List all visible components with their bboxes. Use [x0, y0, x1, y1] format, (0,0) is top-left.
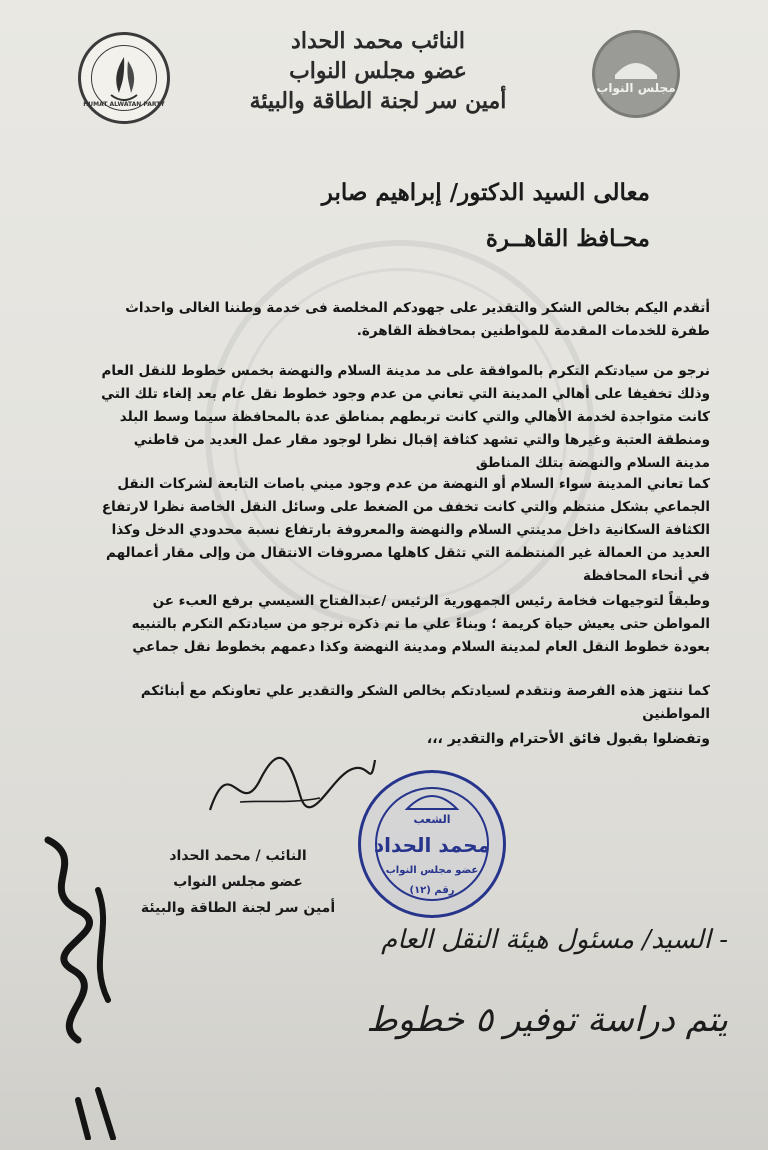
party-logo: [78, 32, 170, 124]
signature-committee: أمين سر لجنة الطاقة والبيئة: [140, 900, 336, 916]
recipient-title: محـافظ القاهــرة: [485, 225, 650, 252]
recipient-block: [110, 170, 650, 262]
party-logo-text: HUMAT ALWATAN PARTY: [83, 101, 165, 108]
signature-scribble: [200, 740, 380, 830]
paragraph-intro: أتقدم اليكم بخالص الشكر والتقدير على جهودكم المخلصة فى خدمة وطننا الغالى واحداث طفرة للخدمات المقدمة للمواطنين بمحافظة القاهرة.: [125, 300, 710, 339]
paragraph-directives: وطبقاً لتوجيهات فخامة رئيس الجمهورية الرئيس /عبدالفتاح السيسي برفع العبء عن المواطن حتى يعيش حياة كريمة ؛ وبناءً علي ما تم ذكره نرجو من سيادتكم التكرم بالتنبيه بعودة خطوط النقل العام لمدينة السلام ومدينة النهضة وكذا دعمهم بخطوط نقل جماعي: [131, 593, 710, 655]
margin-scribble: [18, 820, 128, 1140]
stamp-top-text: الشعب: [413, 813, 451, 826]
recipient-name: معالى السيد الدكتور/ إبراهيم صابر: [321, 179, 650, 206]
paragraph-minibus: كما تعاني المدينة سواء السلام أو النهضة من عدم وجود ميني باصات التابعة لشركات النقل الجماعي بشكل منتظم والتي كانت تخفف من الضغط على وسائل النقل الخاصة نظرا لارتفاع الكثافة السكانية داخل مدينتي السلام والنهضة والمعروفة بارتفاع نسبة محدودي الدخل وكذا العديد من العمالة غير المنتظمة التي تثقل كاهلها مصروفات الانتقال من وإلى مقار أعمالهم في أنحاء المحافظة: [101, 476, 710, 584]
signature-block: [123, 843, 353, 921]
letterhead-name: النائب محمد الحداد: [291, 28, 465, 54]
closing-line: وتفضلوا بقبول فائق الأحترام والتقدير ،،،: [426, 731, 710, 747]
stamp-number: رقم (١٢): [409, 885, 455, 896]
official-stamp: [358, 770, 506, 918]
stamp-name: محمد الحداد: [373, 833, 491, 857]
letterhead: [228, 26, 528, 116]
parliament-logo-text: مجلس النواب: [596, 81, 676, 95]
paragraph-request: نرجو من سيادتكم التكرم بالموافقة على مد مدينة السلام والنهضة بخمس خطوط للنقل العام وذلك تخفيفا على أهالي المدينة التي تعاني من عدم وجود خطوط نقل عام بعد إلغاء تلك التي كانت متواجدة لخدمة الأهالي والتي كانت تربطهم بمناطق عدة بالمحافظة سيما وسط البلد ومنطقة العتبة وغيرها والتي تشهد كثافة إقبال نظرا لوجود مقار عمل العديد من قاطني مدينة السلام والنهضة بتلك المناطق: [101, 363, 710, 471]
signature-role: عضو مجلس النواب: [173, 874, 303, 890]
stamp-role: عضو مجلس النواب: [385, 865, 479, 876]
parliament-logo: [592, 30, 680, 118]
letterhead-role: عضو مجلس النواب: [289, 58, 467, 84]
handwritten-note-1: - السيد/ مسئول هيئة النقل العام: [381, 925, 728, 955]
letterhead-committee: أمين سر لجنة الطاقة والبيئة: [249, 88, 507, 114]
paragraph-thanks: كما ننتهز هذه الفرصة ونتقدم لسيادتكم بخالص الشكر والتقدير علي تعاونكم مع أبنائكم المواطنين: [140, 683, 710, 722]
signature-name: النائب / محمد الحداد: [169, 848, 307, 864]
handwritten-note-2: يتم دراسة توفير ٥ خطوط: [366, 1000, 728, 1040]
